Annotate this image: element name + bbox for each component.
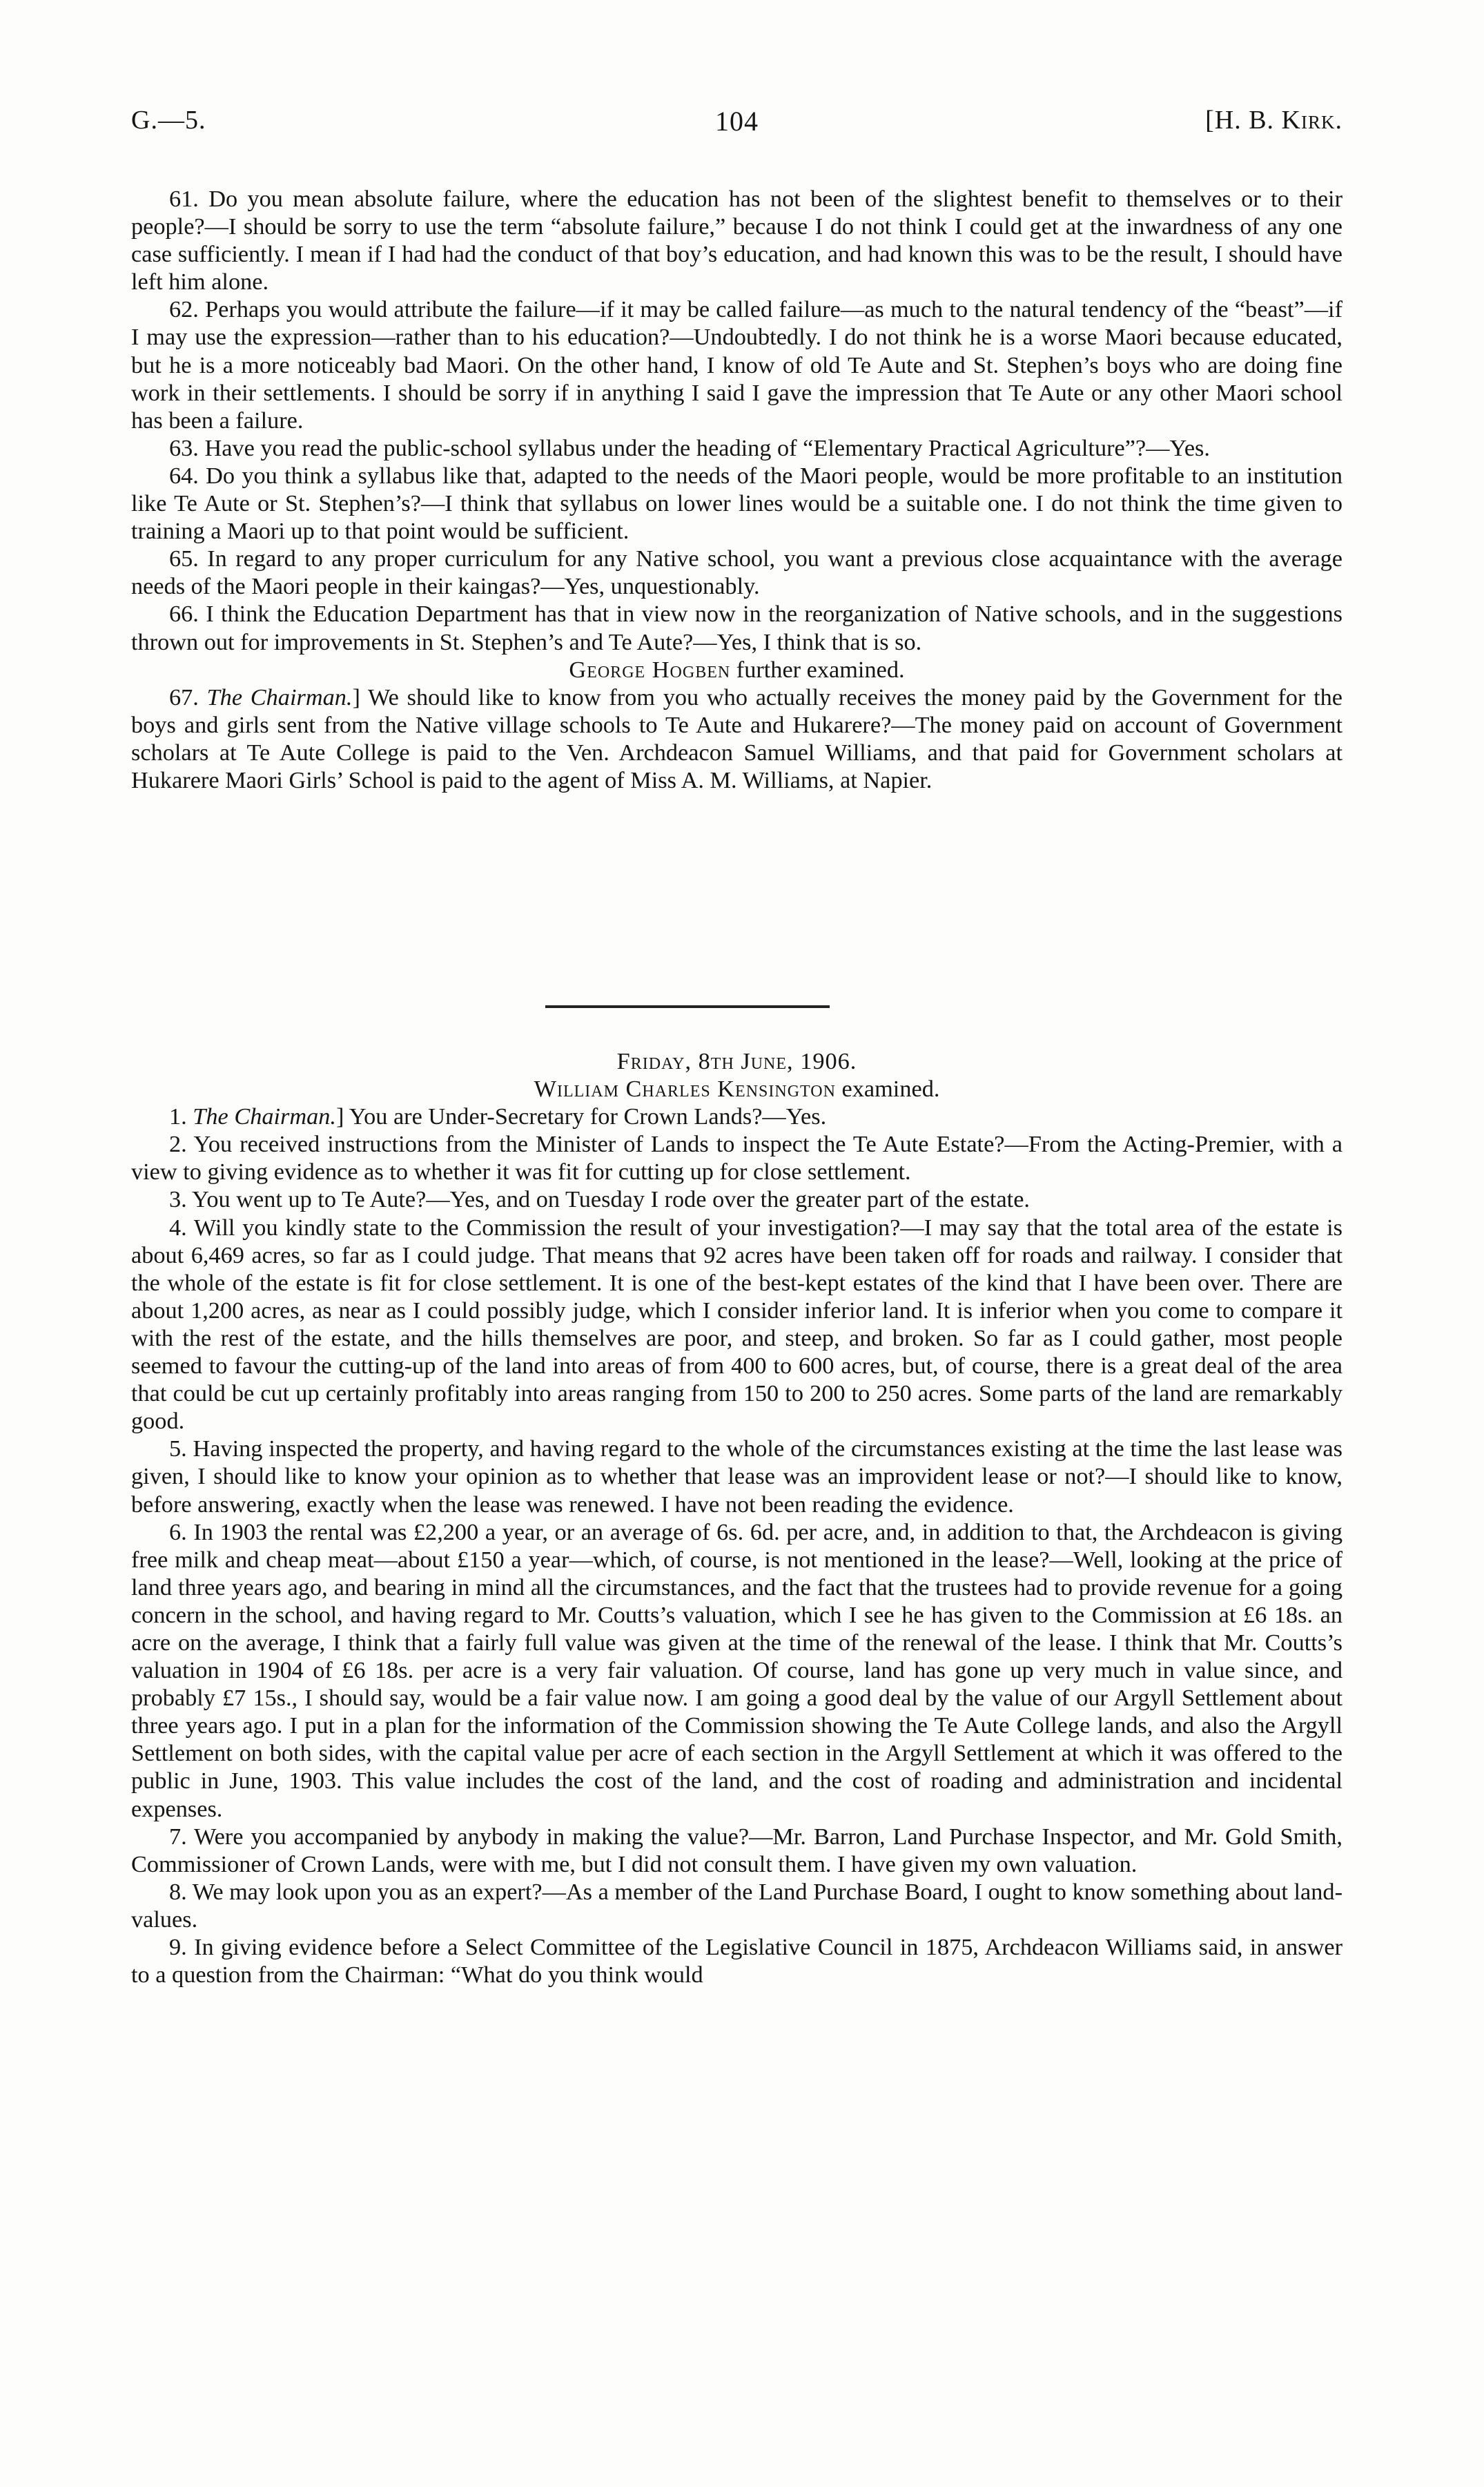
session-date: Friday, 8th June, 1906.	[616, 1048, 857, 1074]
question-7: 7. Were you accompanied by anybody in making the value?—Mr. Barron, Land Purchase Inspector, and Mr. Gold Smith, Commissioner of Crown Lands, were with me, but I did not consult them. I have given my own valuation.	[131, 1823, 1343, 1877]
question-8: 8. We may look upon you as an expert?—As a member of the Land Purchase Board, I ought to know something about land-values.	[131, 1878, 1343, 1933]
witness-reference: [H. B. Kirk.	[1205, 106, 1343, 135]
witness-heading-hogben: George Hogben further examined.	[569, 656, 905, 683]
witness-heading-kensington: William Charles Kensington examined.	[534, 1076, 940, 1103]
question-2: 2. You received instructions from the Minister of Lands to inspect the Te Aute Estate?—From the Acting-Premier, with a view to giving evidence as to whether it was fit for cutting up for close settlement.	[131, 1131, 1343, 1186]
question-63: 63. Have you read the public-school syllabus under the heading of “Elementary Practical Agriculture”?—Yes.	[169, 434, 1210, 461]
question-64: 64. Do you think a syllabus like that, adapted to the needs of the Maori people, would be more profitable to an institution like Te Aute or St. Stephen’s?—I think that syllabus on lower lines would be a suitable one. I do not think the time given to training a Maori up to that point would be sufficient.	[131, 462, 1343, 545]
section-divider	[545, 1005, 830, 1008]
question-67: 67. The Chairman.] We should like to know from you who actually receives the money paid by the Government for the boys and girls sent from the Native village schools to Te Aute and Hukarere?—The money paid on account of Government scholars at Te Aute College is paid to the Ven. Archdeacon Samuel Williams, and that paid for Government scholars at Hukarere Maori Girls’ School is paid to the agent of Miss A. M. Williams, at Napier.	[131, 684, 1343, 793]
question-1: 1. The Chairman.] You are Under-Secretary for Crown Lands?—Yes.	[169, 1103, 827, 1130]
evidence-block-kensington	[131, 1020, 1343, 1988]
question-62: 62. Perhaps you would attribute the failure—if it may be called failure—as much to the natural tendency of the “beast”—if I may use the expression—rather than to his education?—Undoubtedly. I do not think he is a worse Maori because educated, but he is a more noticeably bad Maori. On the other hand, I know of old Te Aute and St. Stephen’s boys who are doing fine work in their settlements. I should be sorry if in anything I said I gave the impression that Te Aute or any other Maori school has been a failure.	[131, 296, 1343, 434]
question-3: 3. You went up to Te Aute?—Yes, and on Tuesday I rode over the greater part of the estate.	[169, 1186, 1030, 1213]
question-9: 9. In giving evidence before a Select Committee of the Legislative Council in 1875, Archdeacon Williams said, in answer to a question from the Chairman: “What do you think would	[131, 1934, 1343, 1988]
question-4: 4. Will you kindly state to the Commission the result of your investigation?—I may say that the total area of the estate is about 6,469 acres, so far as I could judge. That means that 92 acres have been taken off for roads and railway. I consider that the whole of the estate is fit for close settlement. It is one of the best-kept estates of the kind that I have been over. There are about 1,200 acres, as near as I could possibly judge, which I consider inferior land. It is inferior when you come to compare it with the rest of the estate, and the hills themselves are poor, and steep, and broken. So far as I could gather, most people seemed to favour the cutting-up of the land into areas of from 400 to 600 acres, but, of course, there is a great deal of the area that could be cut up certainly profitably into areas ranging from 150 to 200 to 250 acres. Some parts of the land are remarkably good.	[131, 1214, 1343, 1435]
evidence-block-kirk	[131, 185, 1343, 794]
question-65: 65. In regard to any proper curriculum for any Native school, you want a previous close acquaintance with the average needs of the Maori people in their kaingas?—Yes, unquestionably.	[131, 545, 1343, 600]
question-66: 66. I think the Education Department has that in view now in the reorganization of Native schools, and in the suggestions thrown out for improvements in St. Stephen’s and Te Aute?—Yes, I think that is so.	[131, 601, 1343, 655]
question-6: 6. In 1903 the rental was £2,200 a year, or an average of 6s. 6d. per acre, and, in addition to that, the Archdeacon is giving free milk and cheap meat—about £150 a year—which, of course, is not mentioned in the lease?—Well, looking at the price of land three years ago, and bearing in mind all the circumstances, and the fact that the trustees had to provide revenue for a going concern in the school, and having regard to Mr. Coutts’s valuation, which I see he has given to the Commission at £6 18s. an acre on the average, I think that a fairly full value was given at the time of the renewal of the lease. I think that Mr. Coutts’s valuation in 1904 of £6 18s. per acre is a very fair valuation. Of course, land has gone up very much in value since, and probably £7 15s., I should say, would be a fair value now. I am going a good deal by the value of our Argyll Settlement about three years ago. I put in a plan for the information of the Commission showing the Te Aute College lands, and also the Argyll Settlement on both sides, with the capital value per acre of each section in the Argyll Settlement at which it was offered to the public in June, 1903. This value includes the cost of the land, and the cost of roading and administration and incidental expenses.	[131, 1518, 1343, 1822]
page-number: 104	[715, 106, 759, 137]
paper-reference: G.—5.	[131, 106, 206, 135]
question-5: 5. Having inspected the property, and having regard to the whole of the circumstances existing at the time the last lease was given, I should like to know your opinion as to whether that lease was an improvident lease or not?—I should like to know, before answering, exactly when the lease was renewed. I have not been reading the evidence.	[131, 1435, 1343, 1518]
page-header	[131, 105, 1343, 146]
question-61: 61. Do you mean absolute failure, where the education has not been of the slightest benefit to themselves or to their people?—I should be sorry to use the term “absolute failure,” because I do not think I could get at the inwardness of any one case sufficiently. I mean if I had had the conduct of that boy’s education, and had known this was to be the result, I should have left him alone.	[131, 186, 1343, 296]
